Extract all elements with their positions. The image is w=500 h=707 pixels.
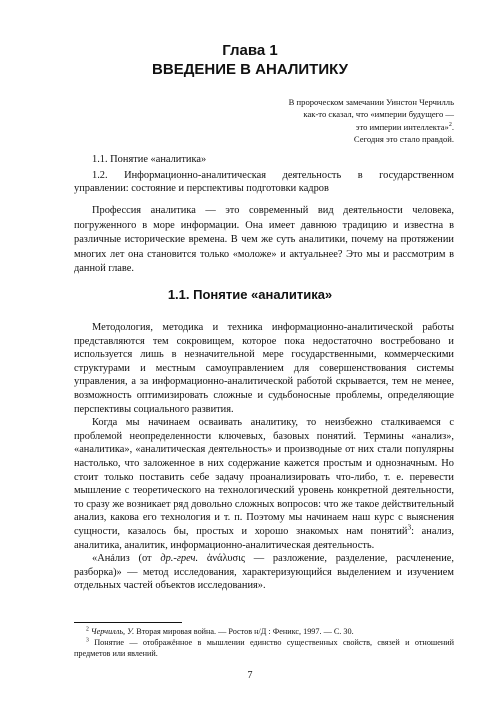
toc-item: 1.2. Информационно-аналитическая деятельность в государственном управлении: состояние и перспективы подготовки кадров	[74, 169, 454, 195]
section-body	[74, 321, 454, 593]
greek-term: ἀνάλυσις	[198, 553, 245, 565]
epigraph-line: как-то сказал, что «империи будущего —	[303, 109, 454, 120]
page-number: 7	[247, 670, 253, 681]
paragraph-text: Когда мы начинаем осваивать аналитику, то неизбежно сталкиваемся с проблемой неопределенности ключевых, базовых понятий. Термины «анализ», «аналитика», «аналитическая деятельность» и производные от них стали популярны настолько, что заложенное в них содержание кажется простым и однозначным. Но стоит только поставить себе задачу проанализировать что-либо, т. е. перевести мышление с теоретического на технологический уровень конкретной деятельности, то сразу же возникает ряд довольно сложных вопросов: что же такое действительный анализ, какова его технология и т. п. Поэтому мы начинаем наш курс с выяснения сущности, казалось бы, простых и хорошо знакомых нам понятий	[74, 417, 454, 537]
paragraph-text: : анализ, аналитика, аналитик, информационно-аналитическая деятельность.	[74, 525, 454, 551]
epigraph-line-text: это империи интеллекта»	[355, 121, 449, 132]
footnote-number: 3	[86, 637, 89, 644]
epigraph-line: Сегодня это стало правдой.	[353, 134, 454, 145]
footnote-text: Вторая мировая война. — Ростов н/Д : Феникс, 1997. — С. 30.	[134, 627, 354, 636]
chapter-contents	[74, 153, 454, 196]
epigraph	[230, 96, 454, 146]
footnote-ref[interactable]: 3	[407, 523, 412, 532]
footnotes	[74, 627, 454, 660]
paragraph-text: «Анáлиз (от	[92, 553, 161, 565]
body-paragraph	[74, 552, 454, 593]
section-heading: 1.1. Понятие «аналитика»	[167, 287, 333, 302]
chapter-number: Глава 1	[222, 42, 278, 59]
chapter-title: ВВЕДЕНИЕ В АНАЛИТИКУ	[152, 61, 348, 78]
footnote	[74, 638, 454, 659]
footnote	[74, 627, 454, 637]
toc-item: 1.1. Понятие «аналитика»	[92, 154, 207, 165]
footnote-number: 2	[86, 626, 89, 633]
body-paragraph: Методология, методика и техника информационно-аналитической работы представляются тем сокровищем, которое пока недостаточно востребовано и используется лишь в незначительной мере государственными, коммерческими структурами и местным самоуправлением для совершенствования системы управления, а за информационно-аналитической работой скрывается, тем не менее, возможность оптимизировать сложные и судьбоносные проблемы, определяющие перспективы социального развития.	[74, 322, 454, 415]
body-paragraph	[74, 416, 454, 552]
footnote-ref[interactable]: 2	[448, 121, 452, 128]
language-abbreviation: др.-греч.	[160, 553, 199, 565]
intro-paragraph: Профессия аналитика — это современный вид деятельности человека, погруженного в море информации. Она имеет давнюю традицию и известна в различные исторические времена. В чем же суть аналитики, почему на протяжении многих лет она становится только «моложе» и актуальнее? Это мы и рассмотрим в данной главе.	[74, 205, 454, 275]
footnote-text: Понятие — отображённое в мышлении единство существенных свойств, связей и отношений предметов или явлений.	[74, 638, 454, 658]
epigraph-line: В пророческом замечании Уинстон Черчилль	[288, 97, 454, 107]
epigraph-line	[230, 121, 454, 133]
footnote-author: Черчилль, У.	[90, 627, 135, 636]
paragraph-text: — разложение, разделение, расчленение, разборка)» — метод исследования, характеризующийся выделением и изучением отдельных частей объектов исследования».	[74, 553, 454, 592]
footnote-divider	[74, 622, 182, 623]
epigraph-line-end: .	[451, 121, 454, 132]
